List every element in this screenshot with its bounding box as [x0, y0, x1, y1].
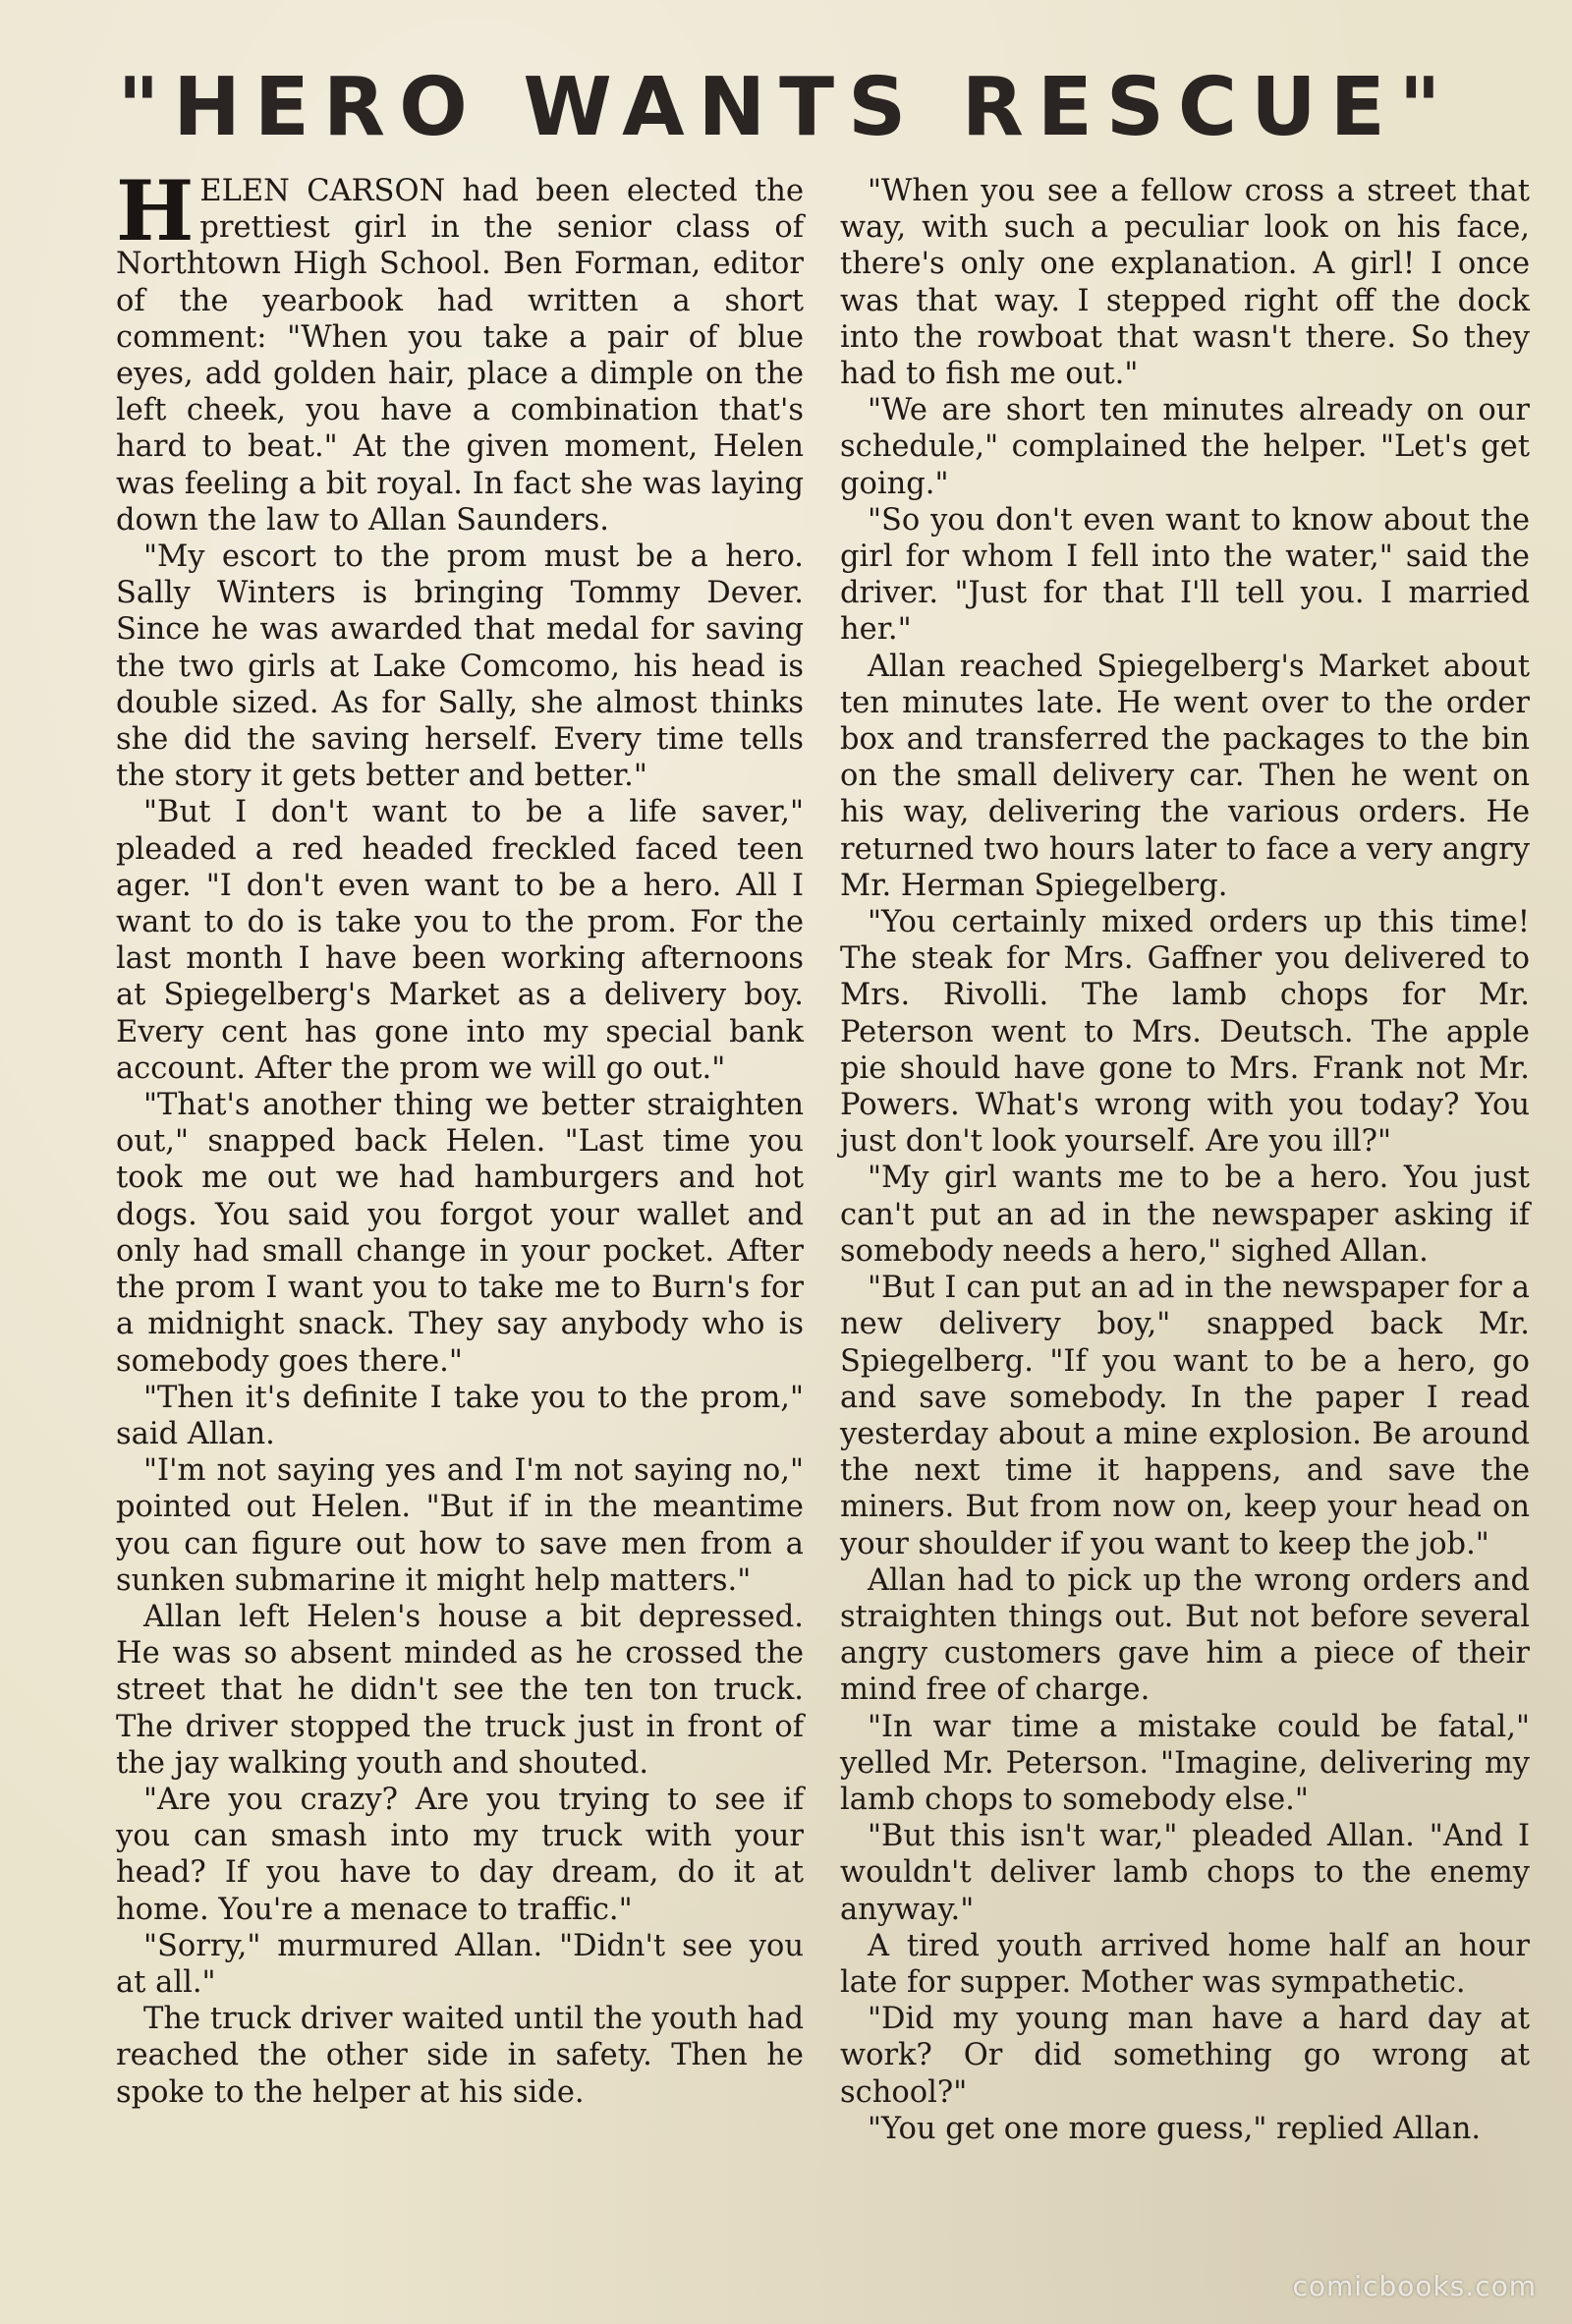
- paragraph: "Are you crazy? Are you trying to see if you can smash into my truck with your head? If you have to day dream, do it at home. You're a menace to traffic.": [116, 1782, 804, 1927]
- paragraph: "In war time a mistake could be fatal," yelled Mr. Peterson. "Imagine, delivering my lamb chops to somebody else.": [840, 1709, 1530, 1817]
- paragraph: "My escort to the prom must be a hero. Sally Winters is bringing Tommy Dever. Since he was awarded that medal for saving the two girls at Lake Comcomo, his head is double sized. As for Sally, she almost thinks she did the saving herself. Every time tells the story it gets better and better.": [116, 539, 804, 794]
- paragraph: "So you don't even want to know about the girl for whom I fell into the water," said the driver. "Just for that I'll tell you. I married her.": [840, 502, 1530, 648]
- paragraph: "That's another thing we better straighten out," snapped back Helen. "Last time you took me out we had hamburgers and hot dogs. You said you forgot your wallet and only had small change in your pocket. After the prom I want you to take me to Burn's for a midnight snack. They say anybody who is somebody goes there.": [116, 1088, 804, 1379]
- drop-cap: H: [116, 162, 195, 259]
- paragraph: "My girl wants me to be a hero. You just can't put an ad in the newspaper asking if somebody needs a hero," sighed Allan.: [840, 1161, 1530, 1269]
- paragraph: Allan reached Spiegelberg's Market about ten minutes late. He went over to the order box and transferred the packages to the bin on the small delivery car. Then he went on his way, delivering the various orders. He returned two hours later to face a very angry Mr. Herman Spiegelberg.: [840, 649, 1530, 903]
- paragraph: "When you see a fellow cross a street that way, with such a peculiar look on his face, there's only one explanation. A girl! I once was that way. I stepped right off the dock into the rowboat that wasn't there. So they had to fish me out.": [840, 174, 1530, 392]
- paragraph: "You get one more guess," replied Allan.: [868, 2111, 1482, 2146]
- paragraph: "Then it's definite I take you to the prom," said Allan.: [116, 1380, 804, 1451]
- watermark: comicbooks.com: [1292, 2270, 1537, 2302]
- paragraph: Allan had to pick up the wrong orders and straighten things out. But not before several angry customers gave him a piece of their mind free of charge.: [840, 1562, 1530, 1708]
- paragraph: "But I don't want to be a life saver," pleaded a red headed freckled faced teen ager. "I don't even want to be a hero. All I want to do is take you to the prom. For the last month I have been working afternoons at Spiegelberg's Market as a delivery boy. Every cent has gone into my special bank account. After the prom we will go out.": [116, 795, 804, 1086]
- paragraph: "But this isn't war," pleaded Allan. "And I wouldn't deliver lamb chops to the enemy anyway.": [840, 1819, 1530, 1927]
- paragraph: "But I can put an ad in the newspaper for a new delivery boy," snapped back Mr. Spiegelberg. "If you want to be a hero, go and save somebody. In the paper I read yesterday about a mine explosion. Be around the next time it happens, and save the miners. But from now on, keep your head on your shoulder if you want to keep the job.": [840, 1271, 1530, 1561]
- opening-paragraph: [116, 162, 804, 538]
- paragraph: "Did my young man have a hard day at work? Or did something go wrong at school?": [840, 2002, 1530, 2110]
- paragraph: "You certainly mixed orders up this time! The steak for Mrs. Gaffner you delivered to Mrs. Rivolli. The lamb chops for Mr. Peterson went to Mrs. Deutsch. The apple pie should have gone to Mrs. Frank not Mr. Powers. What's wrong with you today? You just don't look yourself. Are you ill?": [840, 905, 1530, 1160]
- story-title: "HERO WANTS RESCUE": [117, 61, 1455, 154]
- right-column: [840, 173, 1530, 2147]
- paragraph: "I'm not saying yes and I'm not saying no," pointed out Helen. "But if in the meantime you can figure out how to save men from a sunken submarine it might help matters.": [116, 1453, 804, 1598]
- paragraph: Allan left Helen's house a bit depressed. He was so absent minded as he crossed the street that he didn't see the ten ton truck. The driver stopped the truck just in front of the jay walking youth and shouted.: [116, 1599, 804, 1781]
- left-column: [116, 162, 804, 2111]
- paragraph: "We are short ten minutes already on our schedule," complained the helper. "Let's get going.": [840, 393, 1530, 501]
- paragraph: A tired youth arrived home half an hour late for supper. Mother was sympathetic.: [840, 1928, 1530, 2000]
- paragraph: The truck driver waited until the youth had reached the other side in safety. Then he spoke to the helper at his side.: [116, 2002, 804, 2110]
- paragraph: "Sorry," murmured Allan. "Didn't see you at all.": [116, 1928, 804, 2000]
- opening-paragraph-text: ELEN CARSON had been elected the prettiest girl in the senior class of Northtown High School. Ben Forman, editor of the yearbook had written a short comment: "When you take a pair of blue eyes, add golden hair, place a dimple on the left cheek, you have a combination that's hard to beat." At the given moment, Helen was feeling a bit royal. In fact she was laying down the law to Allan Saunders.: [116, 174, 804, 538]
